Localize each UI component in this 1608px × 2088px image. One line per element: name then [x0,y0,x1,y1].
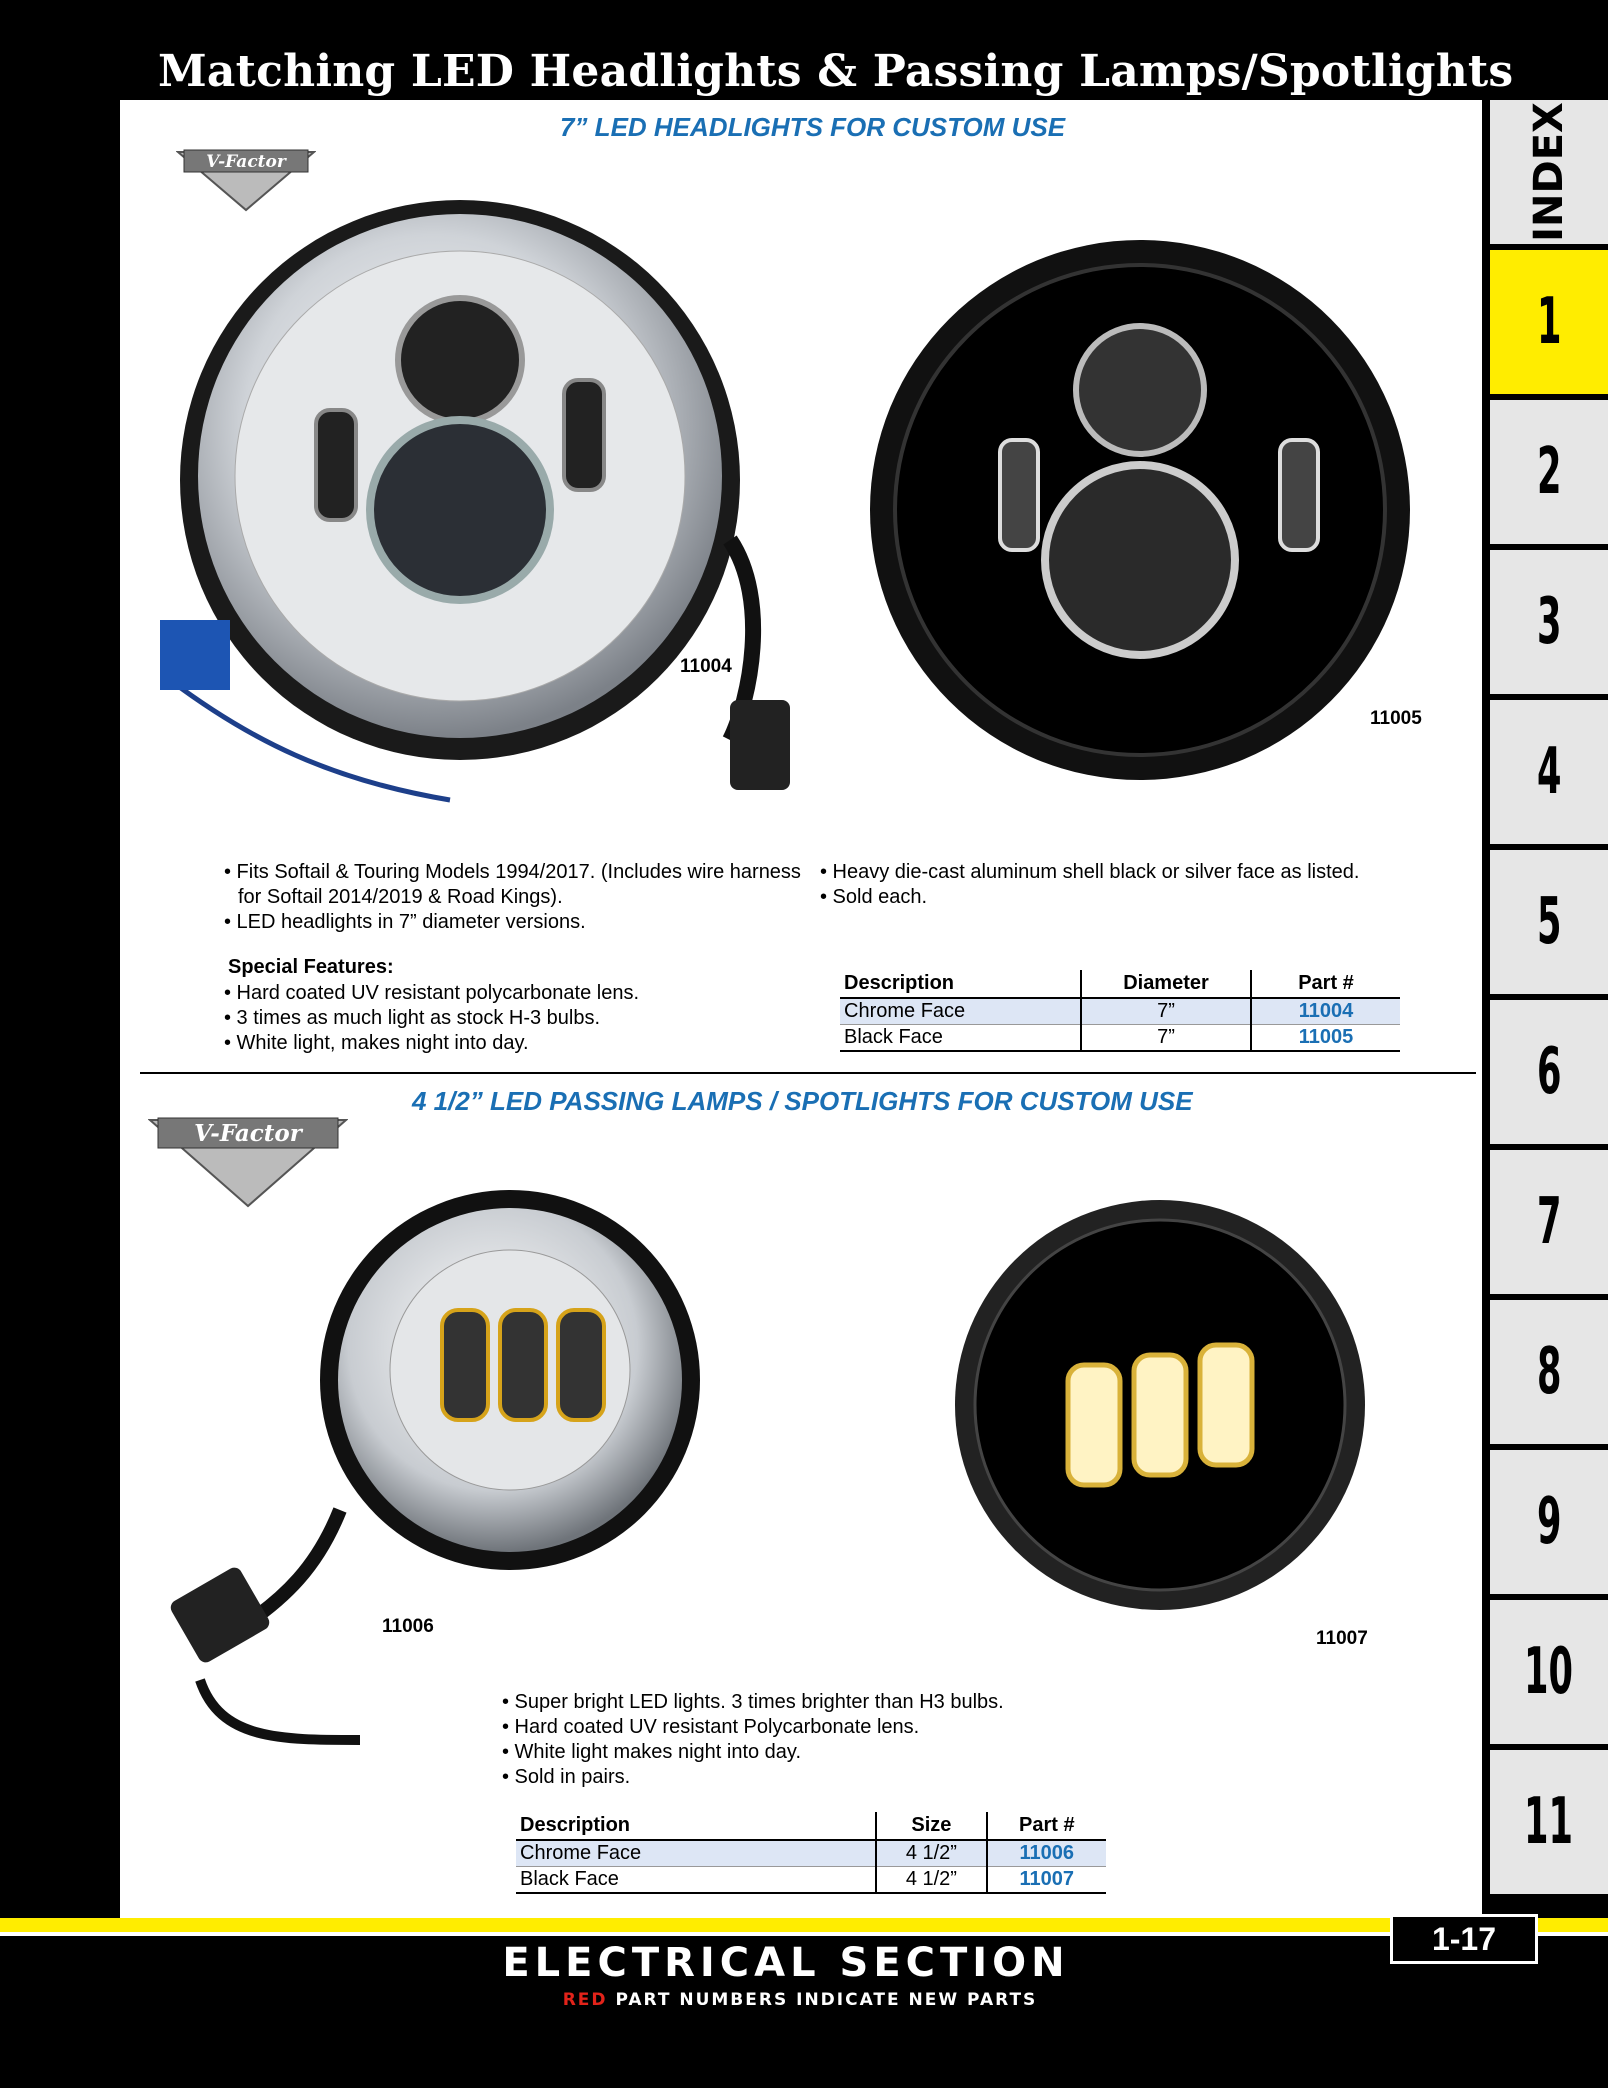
table-cell: 7” [1081,998,1251,1025]
tab-2[interactable] [1490,400,1608,544]
part-label-11004: 11004 [680,656,732,677]
list-item: • White light makes night into day. [502,1741,801,1763]
table-header-row [516,1812,1106,1840]
table-cell: Black Face [840,1025,1081,1052]
part-number: 11004 [1251,998,1400,1025]
tab-index[interactable] [1490,100,1608,244]
part-label-11005: 11005 [1370,708,1422,729]
part-number: 11007 [987,1867,1106,1894]
footer-accent-band [0,1918,1608,1932]
page-number: 1-17 [1390,1914,1538,1964]
spec-table-headlights [840,970,1400,1052]
feature-list-right [820,860,1380,910]
tab-11[interactable] [1490,1750,1608,1894]
tab-label: 11 [1524,1785,1574,1859]
logo-wordmark: V-Factor [194,1120,302,1147]
tab-10[interactable] [1490,1600,1608,1744]
column-header: Size [876,1812,986,1840]
tab-label: 5 [1536,885,1562,959]
footer-section-title [0,1940,1606,1986]
tab-5[interactable] [1490,850,1608,994]
tab-label: 8 [1536,1335,1562,1409]
table-cell: Chrome Face [516,1840,876,1867]
list-item: • 3 times as much light as stock H-3 bulbs. [224,1007,601,1029]
tab-label: 9 [1536,1485,1562,1559]
table-cell: 4 1/2” [876,1840,986,1867]
column-header: Part # [1251,970,1400,998]
special-features-list [224,981,784,1056]
tab-4[interactable] [1490,700,1608,844]
page-title: Matching LED Headlights & Passing Lamps/Spotlights [158,46,1514,97]
tab-8[interactable] [1490,1300,1608,1444]
tab-label: 10 [1524,1635,1574,1709]
list-item: • Super bright LED lights. 3 times brighter than H3 bulbs. [502,1691,1004,1713]
part-number: 11005 [1251,1025,1400,1052]
list-item: • Fits Softail & Touring Models 1994/2017. (Includes wire harness for Softail 2014/2019 & Road Kings). [224,861,801,908]
table-cell: Black Face [516,1867,876,1894]
tab-6[interactable] [1490,1000,1608,1144]
tab-label: INDEX [1526,102,1573,242]
logo-wordmark: V-Factor [206,152,286,172]
list-item: • Sold in pairs. [502,1766,631,1788]
table-row [840,998,1400,1025]
section-heading: 7” LED HEADLIGHTS FOR CUSTOM USE [560,112,1066,142]
section-heading: 4 1/2” LED PASSING LAMPS / SPOTLIGHTS FOR CUSTOM USE [412,1086,1193,1116]
new-parts-red-word: RED [562,1990,608,2010]
special-features-heading: Special Features: [228,956,394,978]
column-header: Diameter [1081,970,1251,998]
part-label-11006: 11006 [382,1616,434,1637]
table-cell: 4 1/2” [876,1867,986,1894]
table-row [840,1025,1400,1052]
tab-9[interactable] [1490,1450,1608,1594]
table-row [516,1840,1106,1867]
section-tabs [1482,100,1608,1918]
column-header: Description [840,970,1081,998]
list-item: • LED headlights in 7” diameter versions. [224,911,586,933]
tab-7[interactable] [1490,1150,1608,1294]
column-header: Part # [987,1812,1106,1840]
part-label-11007: 11007 [1316,1628,1368,1649]
section-divider [140,1072,1476,1074]
tab-label: 2 [1536,435,1562,509]
tab-label: 4 [1536,735,1562,809]
table-row [516,1867,1106,1894]
tab-label: 1 [1536,285,1562,359]
list-item: • Hard coated UV resistant Polycarbonate lens. [502,1716,920,1738]
tab-label: 6 [1536,1035,1562,1109]
passing-lamp-chrome-image [160,1180,760,1760]
table-header-row [840,970,1400,998]
list-item: • Sold each. [820,886,928,908]
part-number: 11006 [987,1840,1106,1867]
table-cell: Chrome Face [840,998,1081,1025]
section-name: ELECTRICAL SECTION [502,1940,1070,1986]
list-item: • Hard coated UV resistant polycarbonate lens. [224,982,639,1004]
tab-label: 7 [1536,1185,1562,1259]
headlight-chrome-image [130,180,790,830]
list-item: • White light, makes night into day. [224,1032,529,1054]
footer-note [0,1990,1600,2010]
spec-table-passing-lamps [516,1812,1106,1894]
headlight-black-image [860,230,1420,790]
tab-1[interactable] [1490,250,1608,394]
feature-list [502,1690,1202,1790]
table-cell: 7” [1081,1025,1251,1052]
passing-lamp-black-image [950,1175,1380,1635]
tab-label: 3 [1536,585,1562,659]
list-item: • Heavy die-cast aluminum shell black or silver face as listed. [820,861,1360,883]
tab-3[interactable] [1490,550,1608,694]
column-header: Description [516,1812,876,1840]
title-bar [0,0,1608,100]
feature-list-left [224,860,804,935]
new-parts-note: PART NUMBERS INDICATE NEW PARTS [607,1990,1038,2010]
